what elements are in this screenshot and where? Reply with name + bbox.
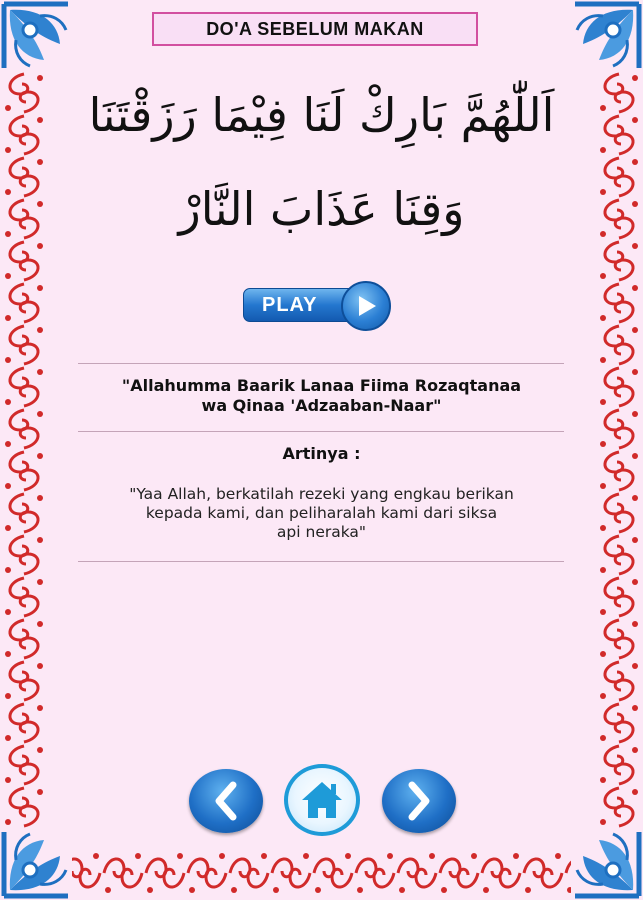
- play-icon: [341, 281, 391, 331]
- floral-corner-top-right: [571, 0, 643, 72]
- chevron-right-icon: [382, 769, 456, 833]
- play-button[interactable]: [243, 281, 395, 327]
- floral-corner-bottom-left: [0, 828, 72, 900]
- ornament-border-right: [595, 72, 643, 828]
- page-title: DO'A SEBELUM MAKAN: [152, 12, 478, 46]
- divider: [78, 431, 564, 432]
- divider: [78, 363, 564, 364]
- arabic-text-line-2: وَقِنَا عَذَابَ النَّارْ: [178, 182, 465, 236]
- floral-corner-bottom-right: [571, 828, 643, 900]
- latin-line-2: wa Qinaa 'Adzaaban-Naar": [201, 396, 442, 415]
- next-button[interactable]: [382, 769, 456, 833]
- ornament-border-bottom: [60, 846, 583, 900]
- latin-line-1: "Allahumma Baarik Lanaa Fiima Rozaqtanaa: [121, 376, 522, 395]
- meaning-line-1: "Yaa Allah, berkatilah rezeki yang engkau berikan: [129, 485, 514, 503]
- floral-corner-top-left: [0, 0, 72, 72]
- meaning-label: Artinya :: [282, 444, 361, 463]
- ornament-border-left: [0, 72, 48, 828]
- divider: [78, 561, 564, 562]
- meaning-line-3: api neraka": [276, 523, 367, 541]
- chevron-left-icon: [189, 769, 263, 833]
- home-button[interactable]: [284, 764, 360, 836]
- home-icon: [284, 764, 360, 836]
- arabic-text-line-1: اَللّٰهُمَّ بَارِكْ لَنَا فِيْمَا رَزَقْتَنَا: [88, 88, 555, 142]
- latin-transliteration: [70, 376, 573, 416]
- previous-button[interactable]: [189, 769, 263, 833]
- meaning-line-2: kepada kami, dan peliharalah kami dari siksa: [145, 504, 498, 522]
- play-button-label: PLAY: [243, 288, 363, 322]
- meaning-text: [70, 485, 573, 542]
